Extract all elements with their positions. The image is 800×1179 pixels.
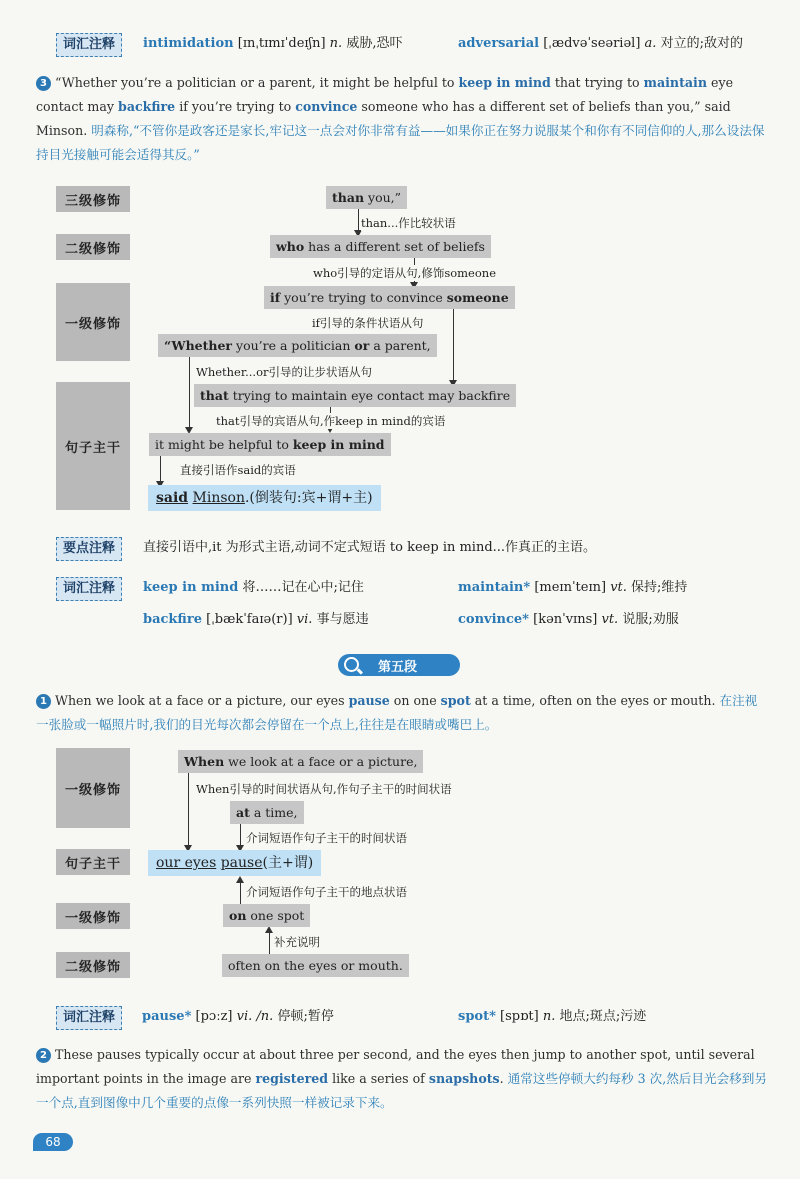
vocab-entry: [458, 34, 743, 54]
vocab-entry: keep in mind 将……记在心中;记住: [143, 580, 364, 595]
grammar-note: who引导的定语从句,修饰someone: [313, 266, 496, 280]
section-title: 第五段: [378, 660, 418, 675]
vocab-entry: spot* [spɒt] n. 地点;斑点;污迹: [458, 1009, 647, 1024]
vocab-entry: [143, 34, 402, 54]
vocab-entry: backfire [ˌbækˈfaɪə(r)] vi. 事与愿违: [143, 612, 369, 627]
translation: 明森称,“不管你是政客还是家长,牢记这一点会对你非常有益——如果你正在努力说服某个和你有不同信仰的人,那么设法保持目光接触可能会适得其反。”: [36, 123, 765, 162]
vocab-entry: maintain* [meɪnˈteɪn] vt. 保持;维持: [458, 580, 688, 595]
vocab-word: adversarial: [458, 36, 540, 51]
vocab-phonetic: [ˌædvəˈseəriəl]: [543, 36, 641, 51]
modifier-box: often on the eyes or mouth.: [222, 954, 409, 977]
level-label: 一级修饰: [56, 283, 130, 361]
grammar-note: 补充说明: [274, 935, 320, 949]
level-label: 二级修饰: [56, 234, 130, 260]
sentence-core: our eyes pause(主+谓): [148, 850, 321, 876]
level-label: 二级修饰: [56, 952, 130, 978]
section-header: [338, 654, 460, 676]
vocab-pos: a.: [644, 36, 657, 51]
vocab-tag: 词汇注释: [56, 577, 122, 601]
grammar-note: 介词短语作句子主干的时间状语: [246, 831, 407, 845]
level-label: 三级修饰: [56, 186, 130, 212]
vocab-phonetic: [ɪnˌtɪmɪˈdeɪʃn]: [237, 36, 326, 51]
grammar-note: that引导的宾语从句,作keep in mind的宾语: [216, 414, 446, 428]
modifier-box: at a time,: [230, 801, 304, 824]
paragraph-number: 2: [36, 1048, 51, 1063]
grammar-note: Whether...or引导的让步状语从句: [196, 365, 372, 379]
grammar-note: 直接引语作said的宾语: [180, 463, 296, 477]
vocab-tag: 词汇注释: [56, 33, 122, 57]
grammar-note: if引导的条件状语从句: [312, 316, 424, 330]
modifier-box: When we look at a face or a picture,: [178, 750, 423, 773]
vocab-entry: convince* [kənˈvɪns] vt. 说服;劝服: [458, 612, 679, 627]
vocab-tag: 词汇注释: [56, 1006, 122, 1030]
level-label: 一级修饰: [56, 748, 130, 828]
modifier-box: if you’re trying to convince someone: [264, 286, 515, 309]
modifier-box: than you,”: [326, 186, 407, 209]
translation: 在注视一张脸或一幅照片时,我们的目光每次都会停留在一个点上,往往是在眼睛或嘴巴上。: [36, 693, 758, 732]
grammar-note: 介词短语作句子主干的地点状语: [246, 885, 407, 899]
sentence-core: said Minson.(倒装句:宾+谓+主): [148, 485, 381, 511]
vocab-pos: n.: [329, 36, 343, 51]
translation: 通常这些停顿大约每秒 3 次,然后目光会移到另一个点,直到图像中几个重要的点像一系列快照一样被记录下来。: [36, 1071, 767, 1110]
paragraph-number: 1: [36, 694, 51, 709]
grammar-note: than...作比较状语: [361, 216, 456, 230]
modifier-box: who has a different set of beliefs: [270, 235, 491, 258]
modifier-box: that trying to maintain eye contact may backfire: [194, 384, 516, 407]
keypoint-tag: 要点注释: [56, 537, 122, 561]
level-label: 句子主干: [56, 849, 130, 875]
paragraph-5-1: 1 When we look at a face or a picture, our eyes pause on one spot at a time, often on the eyes or mouth. 在注视一张脸或一幅照片时,我们的目光每次都会停留在一个点上,往往是在眼睛或嘴巴上。: [36, 693, 758, 732]
level-label: 句子主干: [56, 382, 130, 510]
paragraph-3: 3 “Whether you’re a politician or a parent, it might be helpful to keep in mind that trying to maintain eye contact may backfire if you’re trying to convince someone who has a different set of beliefs than you,” said Minson. 明森称,“不管你是政客还是家长,牢记这一点会对你非常有益——如果你正在努力说服某个和你有不同信仰的人,那么设法保持目光接触可能会适得其反。”: [36, 75, 765, 162]
modifier-box: on one spot: [223, 904, 310, 927]
paragraph-number: 3: [36, 76, 51, 91]
keypoint-text: 直接引语中,it 为形式主语,动词不定式短语 to keep in mind...作真正的主语。: [143, 540, 597, 555]
main-clause-box: it might be helpful to keep in mind: [149, 433, 391, 456]
page-number: 68: [33, 1133, 73, 1151]
vocab-entry: pause* [pɔːz] vi. /n. 停顿;暂停: [142, 1009, 334, 1024]
vocab-meaning: 对立的;敌对的: [660, 36, 743, 51]
vocab-meaning: 威胁,恐吓: [346, 36, 403, 51]
level-label: 一级修饰: [56, 903, 130, 929]
modifier-box: “Whether you’re a politician or a parent,: [158, 334, 437, 357]
vocab-word: intimidation: [143, 36, 234, 51]
grammar-note: When引导的时间状语从句,作句子主干的时间状语: [196, 782, 452, 796]
paragraph-5-2: 2 These pauses typically occur at about three per second, and the eyes then jump to another spot, until several important points in the image are registered like a series of snapshots. 通常这些停顿大约每秒 3 次,然后目光会移到另一个点,直到图像中几个重要的点像一系列快照一样被记录下来。: [36, 1047, 767, 1110]
magnifier-icon: [344, 657, 359, 672]
